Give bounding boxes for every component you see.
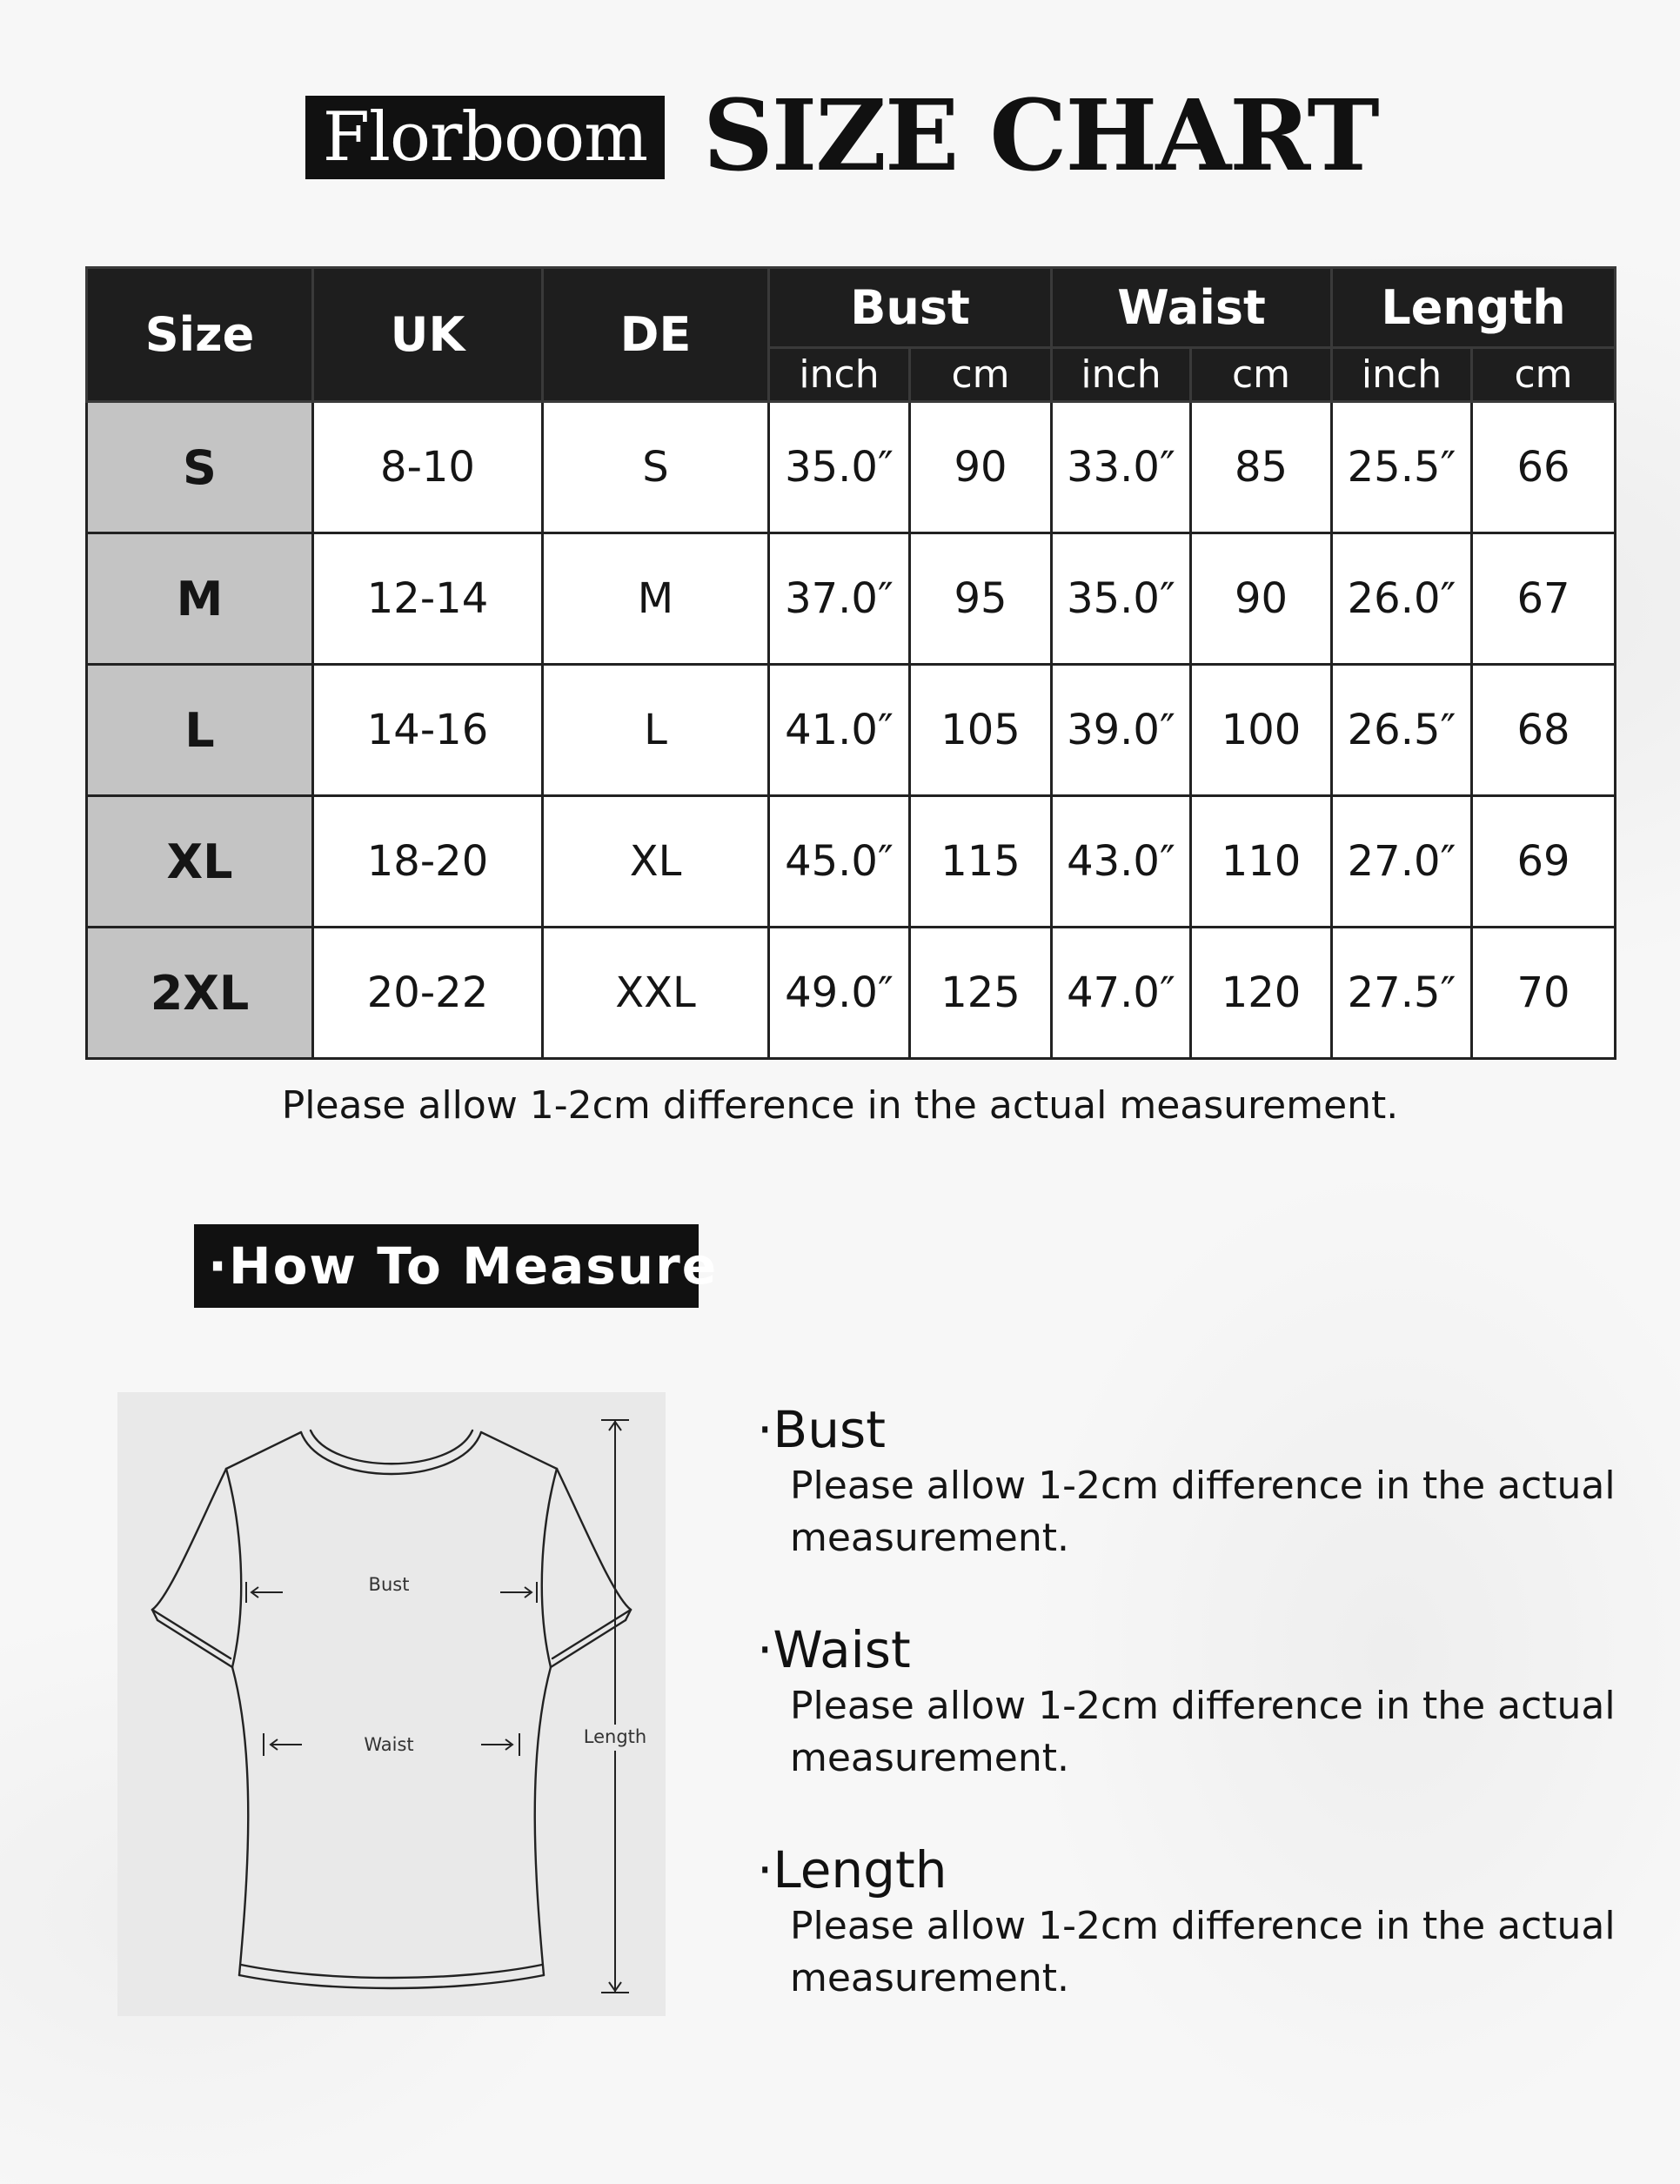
length-inch-cell: 27.5″ — [1332, 928, 1472, 1059]
bust-cm-cell: 90 — [910, 402, 1052, 533]
diagram-waist-label: Waist — [364, 1734, 414, 1755]
uk-cell: 14-16 — [313, 665, 543, 796]
de-cell: XXL — [543, 928, 769, 1059]
length-inch-cell: 26.5″ — [1332, 665, 1472, 796]
length-inch-cell: 27.0″ — [1332, 796, 1472, 928]
length-inch-cell: 26.0″ — [1332, 533, 1472, 665]
de-cell: S — [543, 402, 769, 533]
table-row — [87, 533, 1616, 665]
length-cm-cell: 69 — [1472, 796, 1616, 928]
measure-title-bust: ·Bust — [757, 1400, 886, 1459]
unit-waist-cm: cm — [1191, 348, 1332, 402]
waist-cm-cell: 90 — [1191, 533, 1332, 665]
tshirt-outline-icon — [117, 1392, 666, 2016]
size-cell: L — [87, 665, 313, 796]
measure-desc-bust: Please allow 1-2cm difference in the actual measurement. — [790, 1464, 1616, 1560]
length-cm-cell: 67 — [1472, 533, 1616, 665]
header-bust: Bust — [769, 268, 1052, 348]
size-cell: M — [87, 533, 313, 665]
measure-desc-length: Please allow 1-2cm difference in the actual measurement. — [790, 1904, 1616, 2000]
size-cell: 2XL — [87, 928, 313, 1059]
table-row — [87, 928, 1616, 1059]
header-size: Size — [87, 268, 313, 402]
uk-cell: 8-10 — [313, 402, 543, 533]
length-inch-cell: 25.5″ — [1332, 402, 1472, 533]
unit-bust-cm: cm — [910, 348, 1052, 402]
measure-item-bust — [757, 1399, 1644, 1564]
unit-length-inch: inch — [1332, 348, 1472, 402]
measure-title-waist: ·Waist — [757, 1620, 911, 1679]
waist-inch-cell: 47.0″ — [1052, 928, 1191, 1059]
bust-inch-cell: 49.0″ — [769, 928, 910, 1059]
waist-cm-cell: 120 — [1191, 928, 1332, 1059]
waist-cm-cell: 100 — [1191, 665, 1332, 796]
bust-inch-cell: 35.0″ — [769, 402, 910, 533]
bust-cm-cell: 95 — [910, 533, 1052, 665]
measure-item-waist — [757, 1619, 1644, 1785]
diagram-bust-label: Bust — [368, 1574, 410, 1595]
diagram-length-label: Length — [583, 1726, 647, 1747]
length-cm-cell: 66 — [1472, 402, 1616, 533]
waist-inch-cell: 39.0″ — [1052, 665, 1191, 796]
bust-inch-cell: 37.0″ — [769, 533, 910, 665]
de-cell: XL — [543, 796, 769, 928]
uk-cell: 18-20 — [313, 796, 543, 928]
measure-desc-waist: Please allow 1-2cm difference in the actual measurement. — [790, 1684, 1616, 1780]
header-de: DE — [543, 268, 769, 402]
header-waist: Waist — [1052, 268, 1332, 348]
unit-length-cm: cm — [1472, 348, 1616, 402]
bust-inch-cell: 41.0″ — [769, 665, 910, 796]
uk-cell: 12-14 — [313, 533, 543, 665]
table-row — [87, 796, 1616, 928]
table-row — [87, 402, 1616, 533]
bust-cm-cell: 115 — [910, 796, 1052, 928]
bust-cm-cell: 125 — [910, 928, 1052, 1059]
unit-bust-inch: inch — [769, 348, 910, 402]
waist-cm-cell: 110 — [1191, 796, 1332, 928]
measure-item-length — [757, 1839, 1644, 2005]
waist-inch-cell: 33.0″ — [1052, 402, 1191, 533]
page-title: SIZE CHART — [703, 79, 1378, 193]
bust-inch-cell: 45.0″ — [769, 796, 910, 928]
how-to-measure-heading: ·How To Measure — [194, 1224, 699, 1308]
waist-inch-cell: 35.0″ — [1052, 533, 1191, 665]
de-cell: L — [543, 665, 769, 796]
header-length: Length — [1332, 268, 1616, 348]
de-cell: M — [543, 533, 769, 665]
waist-inch-cell: 43.0″ — [1052, 796, 1191, 928]
brand-logo: Florboom — [305, 96, 665, 179]
size-chart-table — [85, 266, 1616, 1060]
uk-cell: 20-22 — [313, 928, 543, 1059]
length-cm-cell: 70 — [1472, 928, 1616, 1059]
length-cm-cell: 68 — [1472, 665, 1616, 796]
unit-waist-inch: inch — [1052, 348, 1191, 402]
bust-cm-cell: 105 — [910, 665, 1052, 796]
size-cell: XL — [87, 796, 313, 928]
size-cell: S — [87, 402, 313, 533]
tshirt-diagram — [117, 1392, 666, 2016]
header-uk: UK — [313, 268, 543, 402]
measurement-note: Please allow 1-2cm difference in the actual measurement. — [281, 1083, 1399, 1128]
waist-cm-cell: 85 — [1191, 402, 1332, 533]
table-row — [87, 665, 1616, 796]
measure-title-length: ·Length — [757, 1840, 947, 1899]
